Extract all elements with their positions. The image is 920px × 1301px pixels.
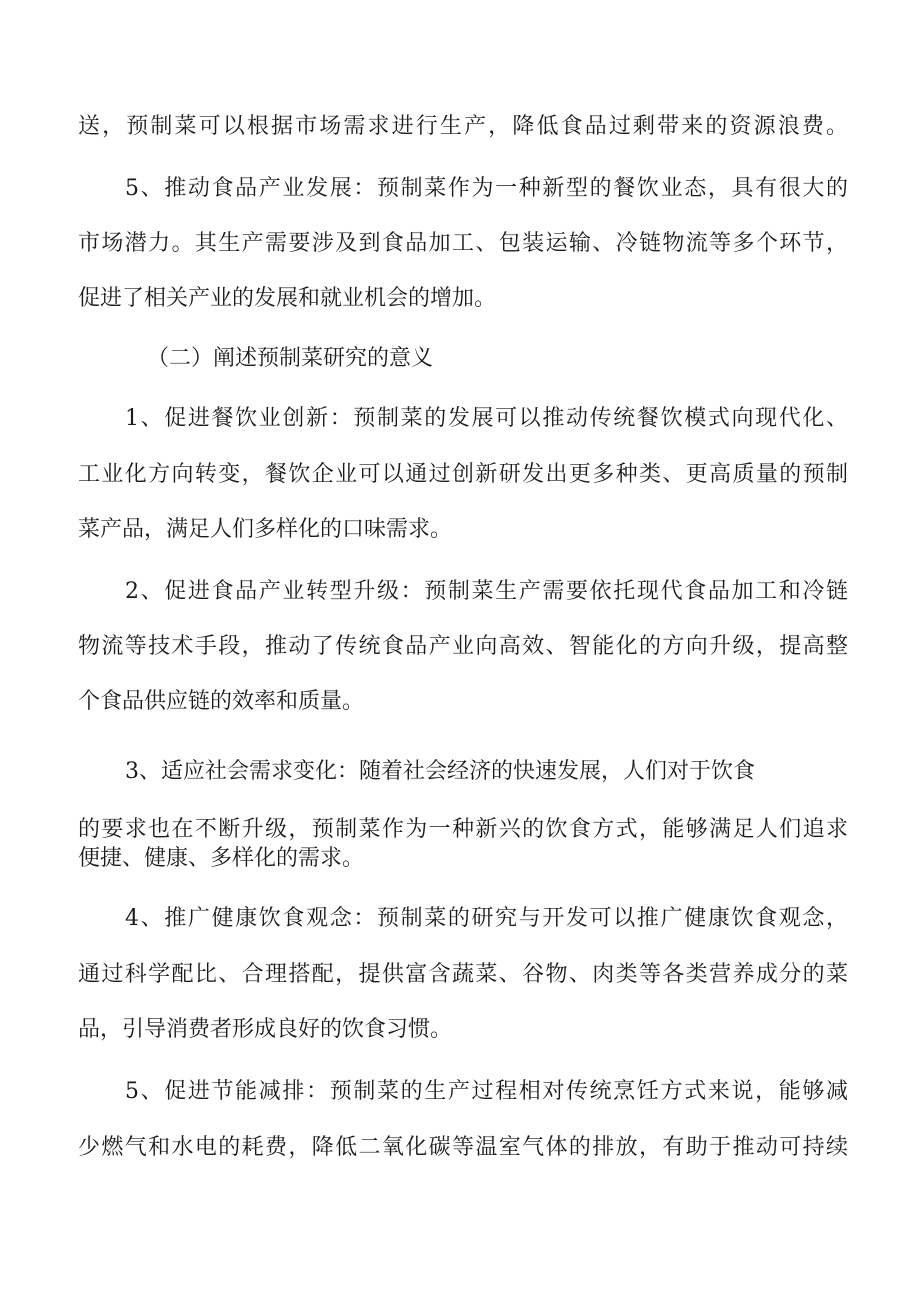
text-line-3: 市场潜力。其生产需要涉及到食品加工、包装运输、冷链物流等多个环节，: [78, 231, 848, 256]
text-line-9: 2、促进食品产业转型升级：预制菜生产需要依托现代食品加工和冷链: [125, 579, 848, 604]
text-line-6: 1、促进餐饮业创新：预制菜的发展可以推动传统餐饮模式向现代化、: [125, 406, 848, 431]
text-line-13: 的要求也在不断升级，预制菜作为一种新兴的饮食方式，能够满足人们追求: [78, 817, 848, 842]
text-line-11: 个食品供应链的效率和质量。: [78, 689, 365, 714]
text-line-15: 4、推广健康饮食观念：预制菜的研究与开发可以推广健康饮食观念，: [125, 906, 848, 931]
text-line-18: 5、促进节能减排：预制菜的生产过程相对传统烹饪方式来说，能够减: [125, 1079, 848, 1104]
text-line-2: 5、推动食品产业发展：预制菜作为一种新型的餐饮业态，具有很大的: [125, 176, 848, 201]
text-line-17: 品，引导消费者形成良好的饮食习惯。: [78, 1017, 453, 1042]
text-line-7: 工业化方向转变，餐饮企业可以通过创新研发出更多种类、更高质量的预制: [78, 462, 848, 487]
section-heading: （二）阐述预制菜研究的意义: [147, 346, 434, 371]
text-line-4: 促进了相关产业的发展和就业机会的增加。: [78, 286, 497, 311]
text-line-19: 少燃气和水电的耗费，降低二氧化碳等温室气体的排放，有助于推动可持续: [78, 1135, 848, 1160]
text-line-1: 送，预制菜可以根据市场需求进行生产，降低食品过剩带来的资源浪费。: [78, 114, 848, 139]
text-line-16: 通过科学配比、合理搭配，提供富含蔬菜、谷物、肉类等各类营养成分的菜: [78, 962, 848, 987]
text-line-14: 便捷、健康、多样化的需求。: [78, 846, 365, 871]
text-line-12: 3、适应社会需求变化：随着社会经济的快速发展，人们对于饮食: [125, 759, 755, 784]
text-line-10: 物流等技术手段，推动了传统食品产业向高效、智能化的方向升级，提高整: [78, 634, 848, 659]
text-line-8: 菜产品，满足人们多样化的口味需求。: [78, 517, 453, 542]
